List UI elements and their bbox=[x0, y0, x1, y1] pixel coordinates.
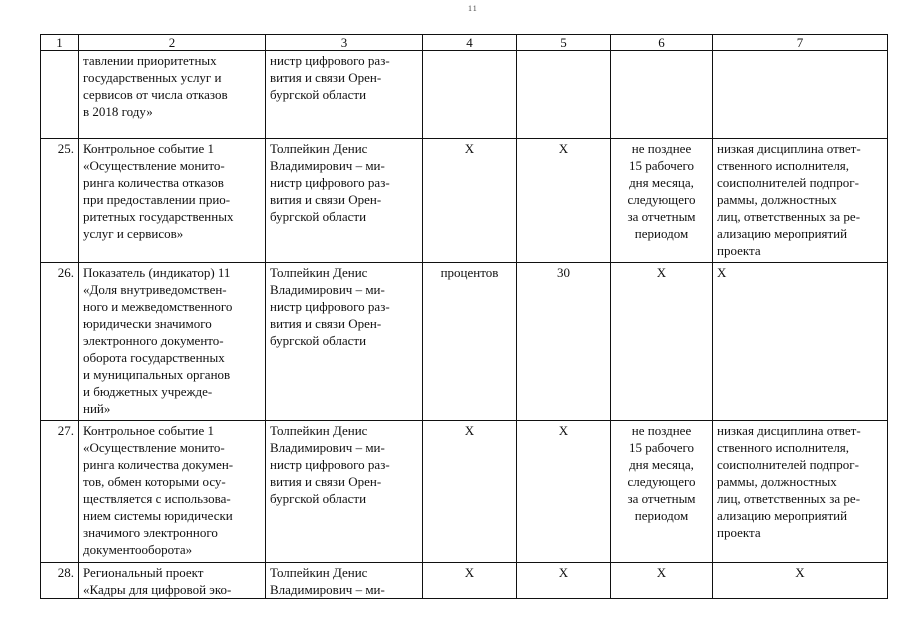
risk-cell: низкая дисциплина ответ- ственного исполнителя, соисполнителей подпрог- раммы, должностных лиц, ответственных за ре- ализацию мероприятий проекта bbox=[713, 139, 888, 263]
indicator-name-cell: Показатель (индикатор) 11 «Доля внутриведомствен- ного и межведомственного юридически значимого электронного документо- оборота государственных и муниципальных органов и бюджетных учрежде- ний» bbox=[79, 263, 266, 421]
deadline-cell bbox=[611, 51, 713, 139]
deadline-cell: Х bbox=[611, 563, 713, 599]
header-cell: 5 bbox=[517, 35, 611, 51]
unit-cell bbox=[423, 51, 517, 139]
value-cell bbox=[517, 51, 611, 139]
table-row bbox=[41, 263, 888, 421]
deadline-cell: не позднее 15 рабочего дня месяца, следующего за отчетным периодом bbox=[611, 421, 713, 563]
program-table bbox=[40, 34, 888, 599]
value-cell: Х bbox=[517, 421, 611, 563]
value-cell: 30 bbox=[517, 263, 611, 421]
unit-cell: Х bbox=[423, 421, 517, 563]
event-name-cell: Контрольное событие 1 «Осуществление монито- ринга количества отказов при предоставлении прио- ритетных государственных услуг и сервисов» bbox=[79, 139, 266, 263]
row-number: 25. bbox=[41, 139, 79, 263]
table-row bbox=[41, 563, 888, 599]
risk-cell: Х bbox=[713, 563, 888, 599]
unit-cell: Х bbox=[423, 563, 517, 599]
project-name-cell: Региональный проект «Кадры для цифровой эко- bbox=[79, 563, 266, 599]
risk-cell: низкая дисциплина ответ- ственного исполнителя, соисполнителей подпрог- раммы, должностных лиц, ответственных за ре- ализацию мероприятий проекта bbox=[713, 421, 888, 563]
responsible-cell: Толпейкин Денис Владимирович – ми- нистр цифрового раз- вития и связи Орен- бургской области bbox=[266, 139, 423, 263]
deadline-cell: Х bbox=[611, 263, 713, 421]
unit-cell: процентов bbox=[423, 263, 517, 421]
risk-cell: Х bbox=[713, 263, 888, 421]
row-number bbox=[41, 51, 79, 139]
row-number: 28. bbox=[41, 563, 79, 599]
responsible-cell: Толпейкин Денис Владимирович – ми- bbox=[266, 563, 423, 599]
header-cell: 6 bbox=[611, 35, 713, 51]
header-cell: 3 bbox=[266, 35, 423, 51]
row-number: 27. bbox=[41, 421, 79, 563]
header-cell: 2 bbox=[79, 35, 266, 51]
unit-cell: Х bbox=[423, 139, 517, 263]
responsible-cell: Толпейкин Денис Владимирович – ми- нистр цифрового раз- вития и связи Орен- бургской области bbox=[266, 421, 423, 563]
value-cell: Х bbox=[517, 139, 611, 263]
header-cell: 4 bbox=[423, 35, 517, 51]
table-row bbox=[41, 139, 888, 263]
table-row bbox=[41, 51, 888, 139]
value-cell: Х bbox=[517, 563, 611, 599]
event-name-cell: Контрольное событие 1 «Осуществление монито- ринга количества докумен- тов, обмен которыми осу- ществляется с использова- нием системы юридически значимого электронного документооборота» bbox=[79, 421, 266, 563]
deadline-cell: не позднее 15 рабочего дня месяца, следующего за отчетным периодом bbox=[611, 139, 713, 263]
row-number: 26. bbox=[41, 263, 79, 421]
header-cell: 7 bbox=[713, 35, 888, 51]
event-name-cell: тавлении приоритетных государственных услуг и сервисов от числа отказов в 2018 году» bbox=[79, 51, 266, 139]
header-cell: 1 bbox=[41, 35, 79, 51]
responsible-cell: Толпейкин Денис Владимирович – ми- нистр цифрового раз- вития и связи Орен- бургской области bbox=[266, 263, 423, 421]
page-number: 11 bbox=[468, 4, 478, 13]
risk-cell bbox=[713, 51, 888, 139]
table-row bbox=[41, 421, 888, 563]
header-row bbox=[41, 35, 888, 51]
responsible-cell: нистр цифрового раз- вития и связи Орен- бургской области bbox=[266, 51, 423, 139]
